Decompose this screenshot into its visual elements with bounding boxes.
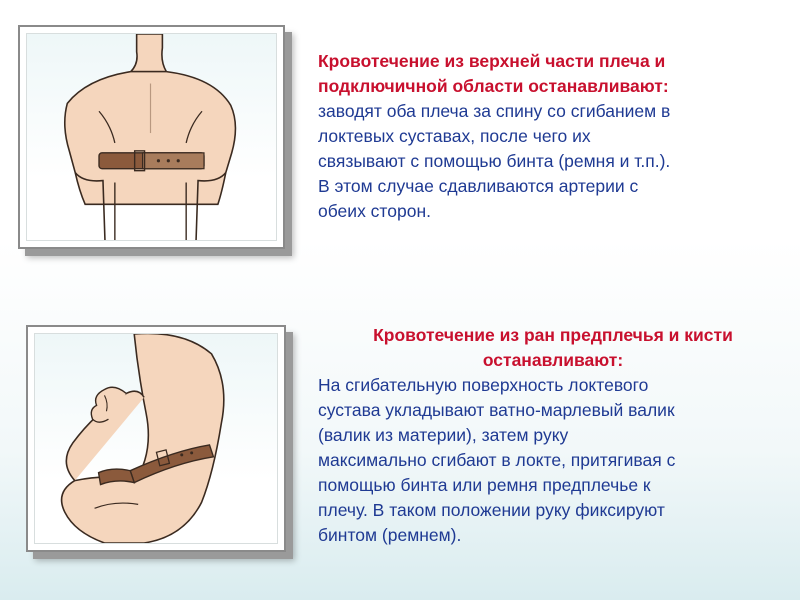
flexed-arm-illustration: [35, 334, 277, 543]
body-line: В этом случае сдавливаются артерии с: [318, 176, 639, 196]
body-line: бинтом (ремнем).: [318, 525, 462, 545]
illustration-back-belt-frame: [18, 25, 285, 249]
title-line: останавливают:: [482, 350, 624, 370]
instruction-body-forearm: [318, 373, 788, 548]
instruction-title-forearm: [318, 323, 788, 373]
title-line: подключичной области останавливают:: [318, 76, 669, 96]
instruction-title-upper-shoulder: [318, 49, 788, 99]
body-line: обеих сторон.: [318, 201, 431, 221]
body-line: связывают с помощью бинта (ремня и т.п.).: [318, 151, 671, 171]
illustration-flexed-arm-panel: [34, 333, 278, 544]
back-belt-illustration: [27, 34, 276, 240]
body-line: помощью бинта или ремня предплечье к: [318, 475, 651, 495]
instruction-block-forearm: [318, 323, 788, 548]
body-line: (валик из материи), затем руку: [318, 425, 569, 445]
instruction-block-upper-shoulder: [318, 49, 788, 224]
body-line: сустава укладывают ватно-марлевый валик: [318, 400, 675, 420]
title-line: Кровотечение из ран предплечья и кисти: [373, 325, 733, 345]
body-line: плечу. В таком положении руку фиксируют: [318, 500, 665, 520]
instruction-body-upper-shoulder: [318, 99, 788, 224]
body-line: максимально сгибают в локте, притягивая с: [318, 450, 676, 470]
body-line: заводят оба плеча за спину со сгибанием в: [318, 101, 671, 121]
body-line: локтевых суставах, после чего их: [318, 126, 591, 146]
illustration-back-belt-panel: [26, 33, 277, 241]
illustration-flexed-arm-frame: [26, 325, 286, 552]
body-line: На сгибательную поверхность локтевого: [318, 375, 649, 395]
title-line: Кровотечение из верхней части плеча и: [318, 51, 666, 71]
